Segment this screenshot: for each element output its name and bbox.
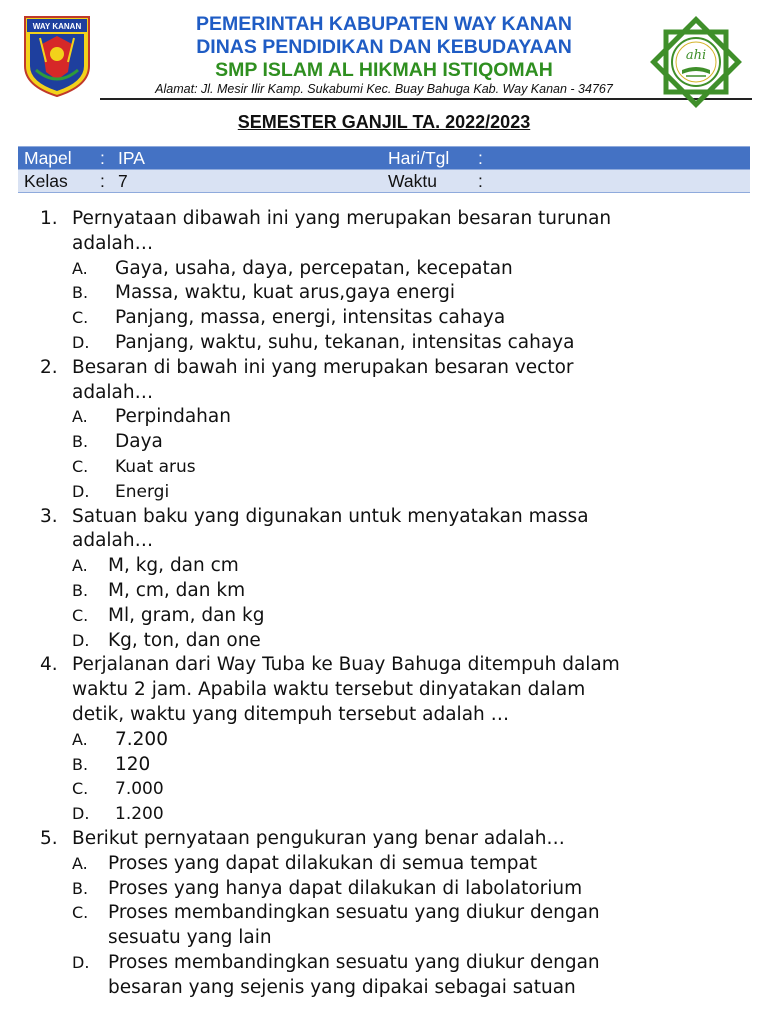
option-letter: B.	[72, 283, 89, 303]
option-letter: A.	[72, 258, 88, 278]
question-text-line: adalah…	[72, 232, 154, 254]
option-letter: A.	[72, 853, 88, 873]
kelas-value: 7	[112, 170, 382, 193]
info-row-class	[18, 170, 750, 193]
question-text-line: detik, waktu yang ditempuh tersebut adalah …	[72, 703, 510, 725]
kelas-colon: :	[100, 170, 112, 193]
option-letter: A.	[72, 556, 88, 576]
info-row-subject	[18, 147, 750, 170]
haritgl-label: Hari/Tgl	[382, 147, 472, 170]
option-letter: A.	[72, 729, 88, 749]
exam-info-table	[18, 146, 750, 193]
question-text-line: waktu 2 jam. Apabila waktu tersebut dinyatakan dalam	[72, 679, 586, 701]
option-5d	[0, 951, 768, 1001]
option-letter: D.	[72, 481, 90, 501]
department-title: DINAS PENDIDIKAN DAN KEBUDAYAAN	[196, 36, 572, 58]
question-number: 3.	[40, 505, 58, 527]
question-4	[0, 653, 768, 727]
option-letter: D.	[72, 804, 90, 824]
option-5c	[0, 901, 768, 951]
option-text: sesuatu yang lain	[108, 927, 272, 949]
option-text: Gaya, usaha, daya, percepatan, kecepatan	[115, 257, 513, 279]
waktu-label: Waktu	[382, 170, 472, 193]
option-2a	[0, 405, 768, 430]
option-4d	[0, 802, 768, 827]
question-text-line: Besaran di bawah ini yang merupakan besaran vector	[72, 356, 574, 378]
mapel-label: Mapel	[18, 147, 100, 170]
option-text: Ml, gram, dan kg	[108, 604, 265, 626]
option-letter: C.	[72, 456, 89, 476]
option-text: Proses yang dapat dilakukan di semua tempat	[108, 852, 538, 874]
exam-title: SEMESTER GANJIL TA. 2022/2023	[237, 112, 531, 132]
haritgl-colon: :	[472, 147, 750, 170]
option-text: besaran yang sejenis yang dipakai sebagai satuan	[108, 976, 576, 998]
option-1d	[0, 331, 768, 356]
option-3c	[0, 604, 768, 629]
mapel-value: IPA	[112, 147, 382, 170]
option-4a	[0, 728, 768, 753]
logo-left-text: WAY KANAN	[32, 22, 82, 31]
option-letter: C.	[72, 605, 89, 625]
option-letter: A.	[72, 407, 88, 427]
question-number: 4.	[40, 654, 58, 676]
option-2b	[0, 430, 768, 455]
option-5b	[0, 877, 768, 902]
question-text-line: Pernyataan dibawah ini yang merupakan besaran turunan	[72, 208, 612, 229]
question-5	[0, 827, 768, 852]
question-text-line: adalah…	[72, 530, 154, 552]
school-name: SMP ISLAM AL HIKMAH ISTIQOMAH	[215, 59, 553, 81]
question-3	[0, 505, 768, 555]
option-letter: D.	[72, 952, 90, 972]
mapel-colon: :	[100, 147, 112, 170]
question-text-line: Perjalanan dari Way Tuba ke Buay Bahuga ditempuh dalam	[72, 654, 620, 676]
option-text: 120	[115, 753, 151, 775]
option-text: Massa, waktu, kuat arus,gaya energi	[115, 282, 456, 304]
waktu-colon: :	[472, 170, 750, 193]
option-text: 7.200	[115, 728, 168, 750]
question-number: 5.	[40, 827, 58, 849]
school-address: Alamat: Jl. Mesir Ilir Kamp. Sukabumi Kec. Buay Bahuga Kab. Way Kanan - 34767	[155, 82, 613, 96]
option-text: Perpindahan	[115, 406, 231, 428]
option-text: Kuat arus	[115, 456, 196, 477]
option-letter: D.	[72, 332, 90, 352]
option-letter: C.	[72, 903, 89, 923]
option-4c	[0, 777, 768, 802]
option-text: Kg, ton, dan one	[108, 629, 261, 651]
option-text: Panjang, massa, energi, intensitas cahaya	[115, 307, 506, 329]
school-logo	[650, 16, 742, 108]
option-1b	[0, 281, 768, 306]
way-kanan-logo	[22, 14, 92, 98]
option-letter: B.	[72, 878, 89, 898]
option-letter: C.	[72, 779, 89, 799]
option-letter: D.	[72, 630, 90, 650]
option-letter: C.	[72, 308, 89, 328]
option-text: Daya	[115, 431, 163, 453]
logo-right-text: ahi	[685, 48, 707, 63]
option-text: Energi	[115, 481, 170, 502]
option-text: 1.200	[115, 804, 164, 825]
option-1c	[0, 306, 768, 331]
question-list	[0, 207, 768, 1001]
option-text: Proses yang hanya dapat dilakukan di labolatorium	[108, 877, 583, 899]
option-letter: B.	[72, 432, 89, 452]
option-text: Proses membandingkan sesuatu yang diukur dengan	[108, 951, 600, 973]
option-text: 7.000	[115, 779, 164, 800]
option-3a	[0, 554, 768, 579]
question-number: 2.	[40, 356, 58, 378]
option-text: M, cm, dan km	[108, 579, 246, 601]
question-text-line: Berikut pernyataan pengukuran yang benar adalah…	[72, 827, 565, 849]
question-text-line: Satuan baku yang digunakan untuk menyatakan massa	[72, 505, 589, 527]
letterhead	[100, 13, 668, 82]
option-3b	[0, 579, 768, 604]
option-2c	[0, 455, 768, 480]
question-text-line: adalah…	[72, 381, 154, 403]
option-1a	[0, 257, 768, 282]
option-5a	[0, 852, 768, 877]
government-title: PEMERINTAH KABUPATEN WAY KANAN	[196, 13, 572, 35]
question-2	[0, 356, 768, 406]
option-text: M, kg, dan cm	[108, 555, 239, 577]
question-number: 1.	[40, 208, 58, 229]
option-letter: B.	[72, 754, 89, 774]
option-2d	[0, 480, 768, 505]
option-4b	[0, 753, 768, 778]
question-1	[0, 207, 768, 257]
option-text: Proses membandingkan sesuatu yang diukur dengan	[108, 902, 600, 924]
option-3d	[0, 629, 768, 654]
kelas-label: Kelas	[18, 170, 100, 193]
option-text: Panjang, waktu, suhu, tekanan, intensitas cahaya	[115, 331, 575, 353]
option-letter: B.	[72, 580, 89, 600]
